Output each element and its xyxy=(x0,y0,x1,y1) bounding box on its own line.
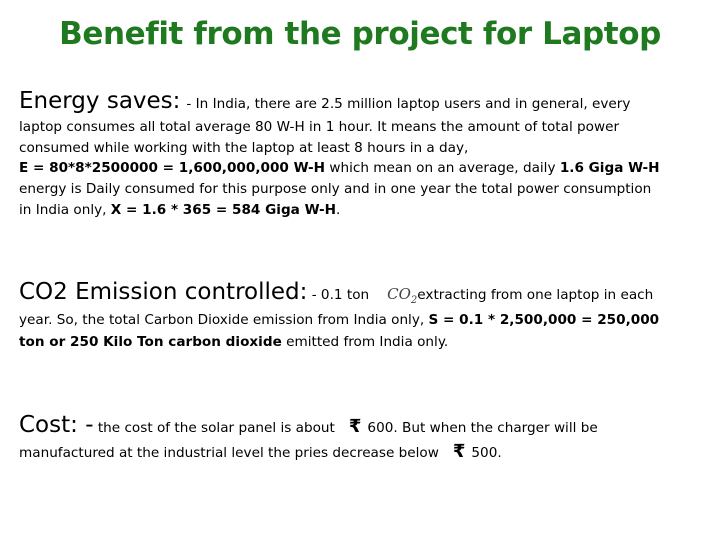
rupee-icon: ₹ xyxy=(452,441,466,462)
co2-total-value: ton or 250 Kilo Ton carbon dioxide xyxy=(19,333,282,350)
energy-line-5: energy is Daily consumed for this purpose only and in one year the total power consumption xyxy=(19,180,652,197)
page-title: Benefit from the project for Laptop xyxy=(59,16,661,52)
energy-body xyxy=(19,117,697,222)
co2-formula-icon: $CO_2$ xyxy=(387,285,418,306)
cost-intro: the cost of the solar panel is about xyxy=(93,420,335,436)
co2-line-2: year. So, the total Carbon Dioxide emission from India only, S = 0.1 * 2,500,000 = 250,000 xyxy=(19,312,660,328)
cost-price-2: 500. xyxy=(471,445,502,461)
energy-line-6: in India only, X = 1.6 * 365 = 584 Giga W-H. xyxy=(19,202,341,218)
co2-amount: - 0.1 ton xyxy=(307,287,370,303)
energy-section xyxy=(19,86,697,222)
energy-daily-value: 1.6 Giga W-H xyxy=(559,159,660,176)
energy-line-4: E = 80*8*2500000 = 1,600,000,000 W-H which mean on an average, daily 1.6 Giga W-H xyxy=(19,159,660,176)
co2-body xyxy=(19,310,697,353)
cost-heading: Cost: - xyxy=(19,412,94,438)
co2-line-1 xyxy=(19,277,697,307)
co2-line-3: ton or 250 Kilo Ton carbon dioxide emitted from India only. xyxy=(19,333,449,350)
energy-line-3: consumed while working with the laptop at least 8 hours in a day, xyxy=(19,139,469,156)
cost-line-1 xyxy=(19,410,697,440)
energy-yearly-value: X = 1.6 * 365 = 584 Giga W-H xyxy=(110,202,336,218)
energy-intro: - In India, there are 2.5 million laptop users and in general, every xyxy=(186,96,631,112)
cost-line-2: manufactured at the industrial level the pries decrease below ₹ 500. xyxy=(19,441,502,462)
energy-line-1 xyxy=(19,86,697,116)
cost-section xyxy=(19,410,697,465)
energy-formula: E = 80*8*2500000 = 1,600,000,000 W-H xyxy=(19,159,326,176)
cost-price-1: 600. But when the charger will be xyxy=(367,420,598,436)
co2-section xyxy=(19,277,697,353)
co2-intro-rest: extracting from one laptop in each xyxy=(417,287,654,303)
co2-total-formula: S = 0.1 * 2,500,000 = 250,000 xyxy=(428,312,660,328)
energy-heading: Energy saves: xyxy=(19,88,181,114)
rupee-icon: ₹ xyxy=(348,416,362,437)
energy-line-2: laptop consumes all total average 80 W-H in 1 hour. It means the amount of total power xyxy=(19,119,620,135)
co2-heading: CO2 Emission controlled: xyxy=(19,279,308,305)
